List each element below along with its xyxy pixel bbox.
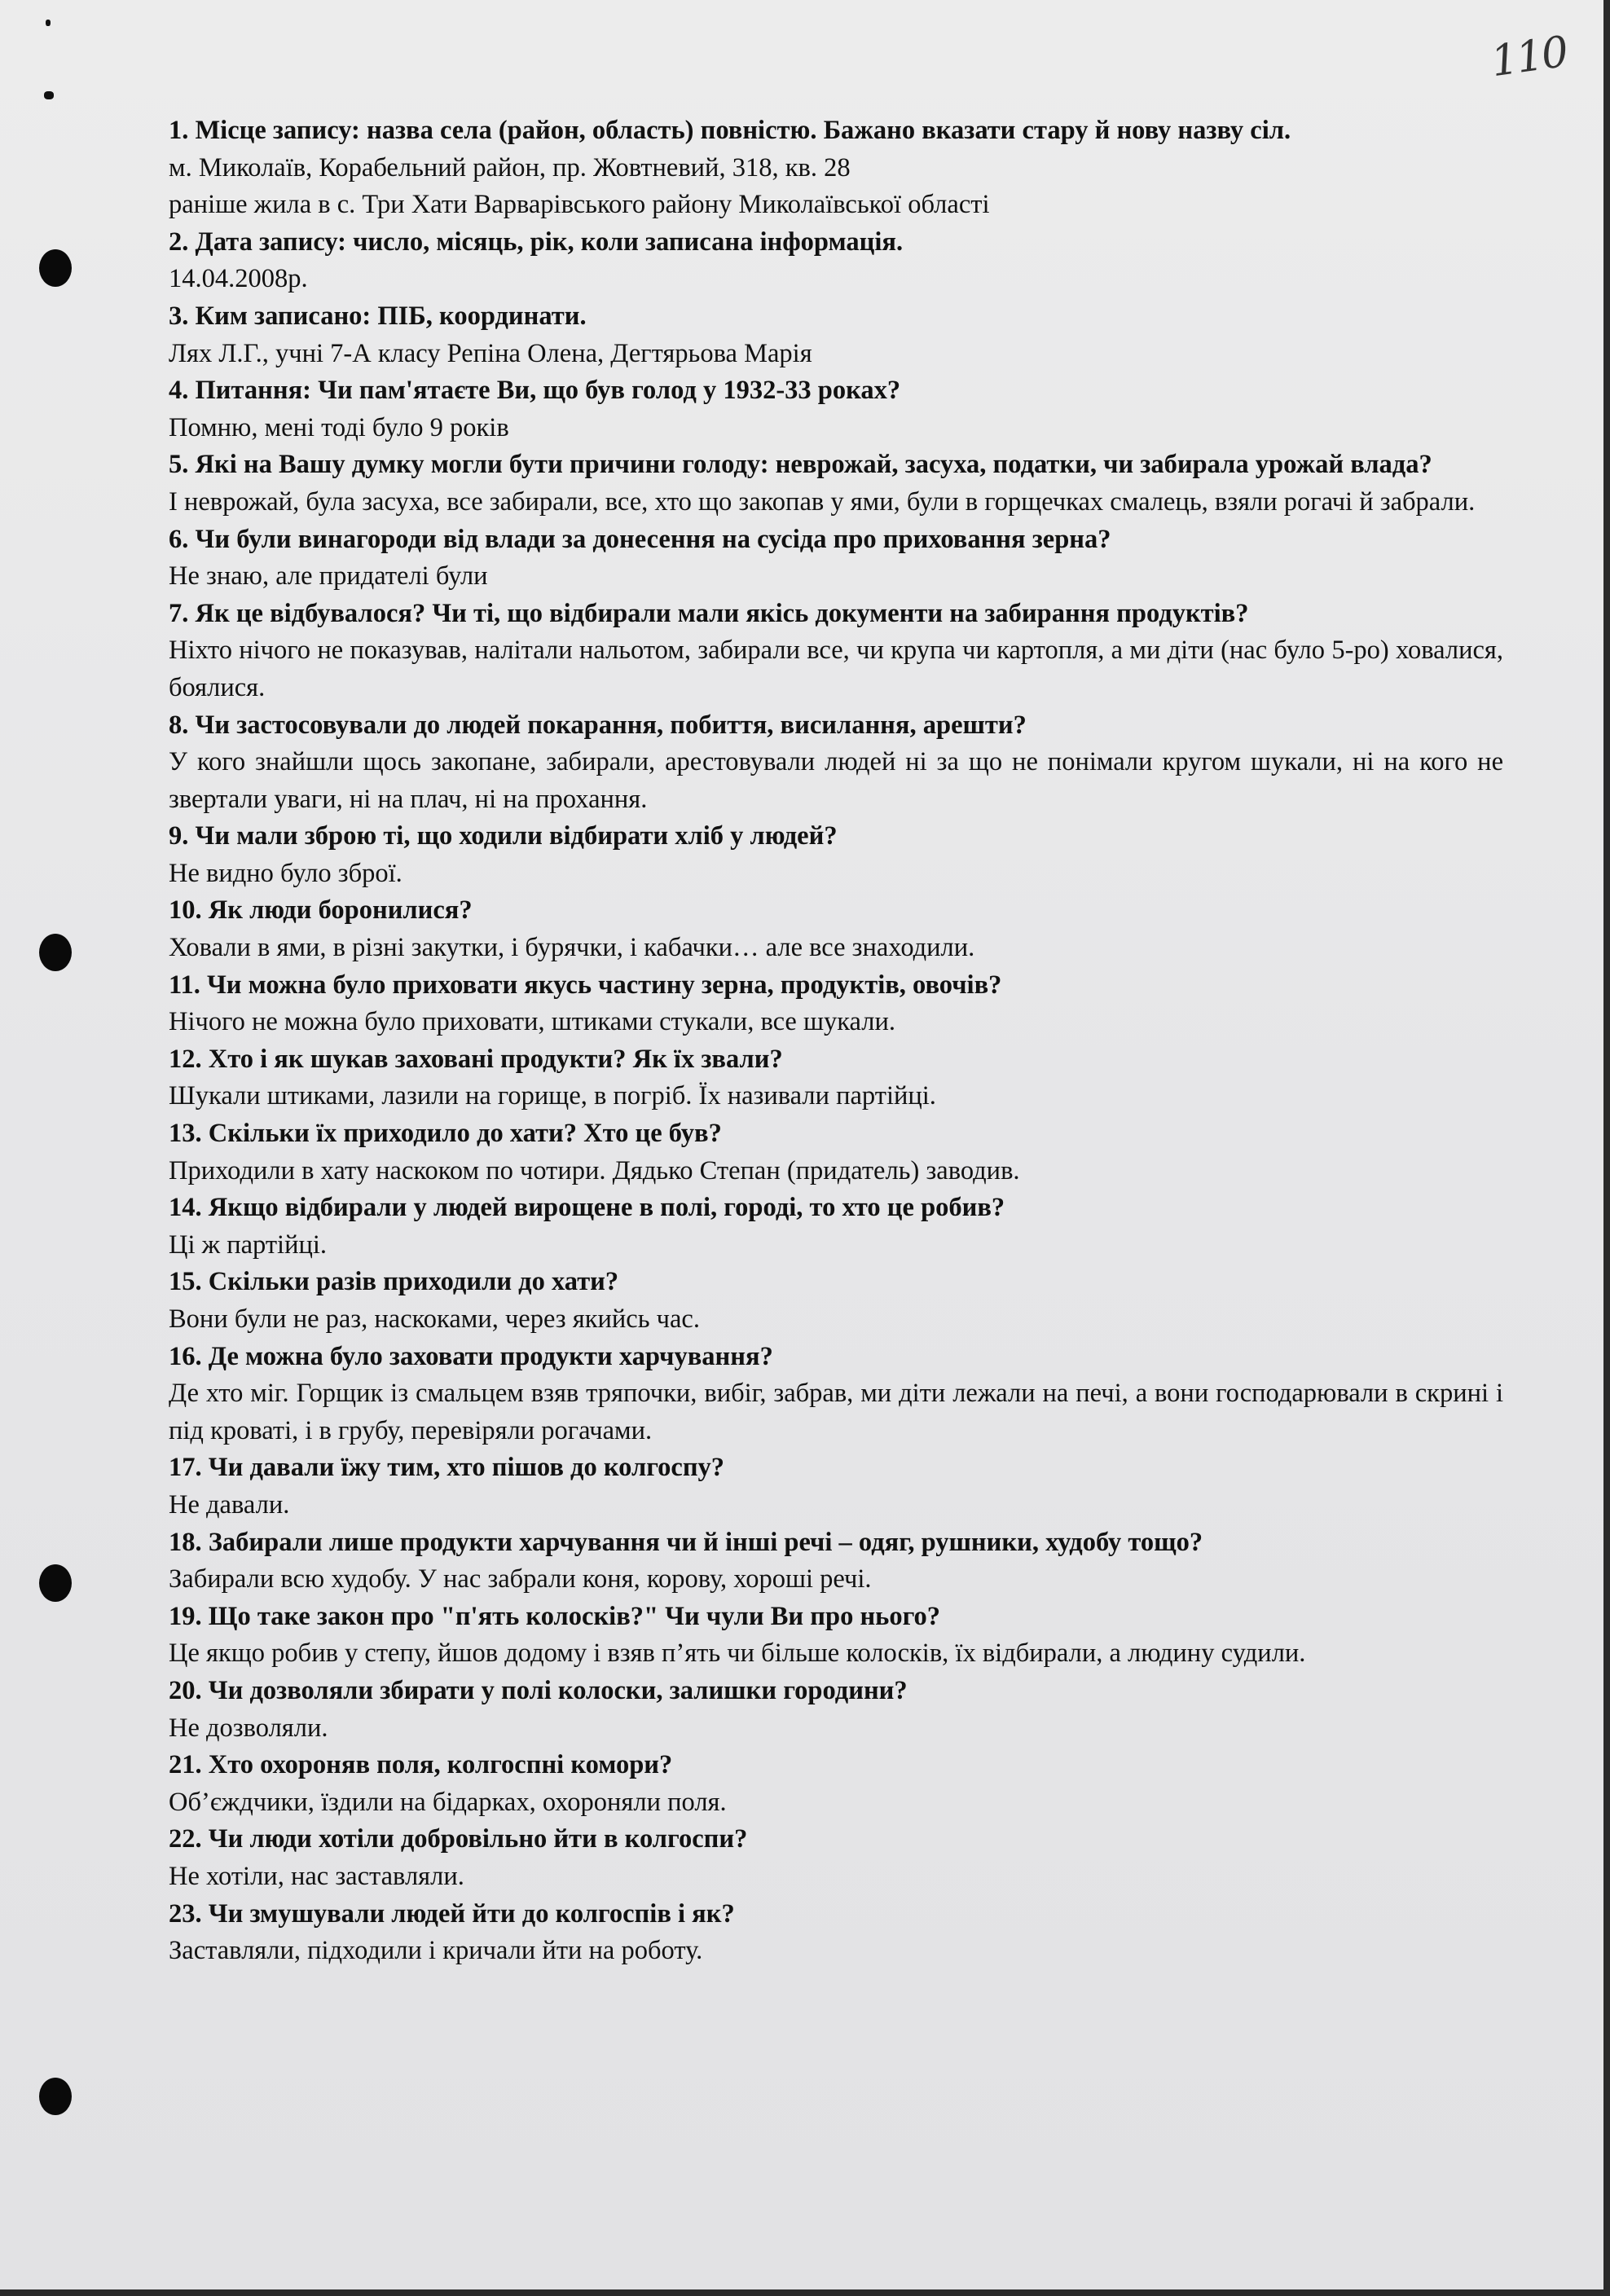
question-heading: 14. Якщо відбирали у людей вирощене в полі, городі, то хто це робив? <box>169 1193 1005 1223</box>
answer-text: Нічого не можна було приховати, штиками стукали, все шукали. <box>169 1007 895 1037</box>
question-heading: 4. Питання: Чи пам'ятаєте Ви, що був голод у 1932-33 роках? <box>169 376 901 406</box>
questionnaire <box>169 112 1503 1970</box>
punch-hole <box>39 249 72 287</box>
question-heading: 17. Чи давали їжу тим, хто пішов до колгоспу? <box>169 1453 725 1483</box>
answer-text: Не видно було зброї. <box>169 858 402 888</box>
scan-mark <box>44 91 54 99</box>
question-heading: 10. Як люди боронилися? <box>169 895 473 926</box>
question-heading: 9. Чи мали зброю ті, що ходили відбирати хліб у людей? <box>169 821 838 851</box>
answer-text: Забирали всю худобу. У нас забрали коня, корову, хороші речі. <box>169 1564 872 1594</box>
answer-text: Вони були не раз, наскоками, через якийсь час. <box>169 1304 700 1334</box>
question-heading: 5. Які на Вашу думку могли бути причини голоду: неврожай, засуха, податки, чи забирала урожай влада? <box>169 450 1432 480</box>
question-heading: 7. Як це відбувалося? Чи ті, що відбирали мали якісь документи на забирання продуктів? <box>169 598 1249 628</box>
scan-mark <box>46 20 51 26</box>
answer-text: І неврожай, була засуха, все забирали, все, хто що закопав у ями, були в горщечках смалець, взяли рогачі й забрали. <box>169 486 1476 517</box>
punch-hole <box>39 1564 72 1602</box>
answer-text: 14.04.2008р. <box>169 264 308 294</box>
question-heading: 8. Чи застосовували до людей покарання, побиття, висилання, арешти? <box>169 710 1027 740</box>
answer-text: Ховали в ями, в різні закутки, і бурячки, і кабачки… але все знаходили. <box>169 933 975 963</box>
answer-text: м. Миколаїв, Корабельний район, пр. Жовтневий, 318, кв. 28 <box>169 152 851 183</box>
question-heading: 23. Чи змушували людей йти до колгоспів і як? <box>169 1898 735 1929</box>
question-heading: 13. Скільки їх приходило до хати? Хто це був? <box>169 1119 722 1149</box>
question-heading: 16. Де можна було заховати продукти харчування? <box>169 1341 773 1371</box>
question-heading: 18. Забирали лише продукти харчування чи й інші речі – одяг, рушники, худобу тощо? <box>169 1527 1203 1557</box>
answer-text: Не хотіли, нас заставляли. <box>169 1861 464 1891</box>
answer-text: Шукали штиками, лазили на горище, в погріб. Їх називали партійці. <box>169 1081 936 1111</box>
answer-text: Помню, мені тоді було 9 років <box>169 412 509 442</box>
question-heading: 19. Що таке закон про "п'ять колосків?" Чи чули Ви про нього? <box>169 1601 941 1631</box>
answer-text: Де хто міг. Горщик із смальцем взяв тряпочки, вибіг, забрав, ми діти лежали на печі, а вони господарювали в скрині і під кроваті, і в грубу, перевіряли рогачами. <box>169 1379 1503 1445</box>
question-heading: 12. Хто і як шукав заховані продукти? Як їх звали? <box>169 1044 783 1074</box>
answer-text: Заставляли, підходили і кричали йти на роботу. <box>169 1936 703 1966</box>
answer-text: Ці ж партійці. <box>169 1229 328 1260</box>
question-heading: 20. Чи дозволяли збирати у полі колоски, залишки городини? <box>169 1675 908 1705</box>
handwritten-page-number: 110 <box>1488 27 1570 87</box>
answer-text: раніше жила в с. Три Хати Варварівського району Миколаївської області <box>169 190 990 220</box>
question-heading: 1. Місце запису: назва села (район, область) повністю. Бажано вказати стару й нову назву сіл. <box>169 116 1291 145</box>
question-heading: 22. Чи люди хотіли добровільно йти в колгоспи? <box>169 1824 748 1854</box>
answer-text: Приходили в хату наскоком по чотири. Дядько Степан (придатель) заводив. <box>169 1155 1020 1185</box>
answer-text: Не дозволяли. <box>169 1713 328 1743</box>
answer-text: Ніхто нічого не показував, налітали нальотом, забирали все, чи крупа чи картопля, а ми діти (нас було 5-ро) ховалися, боялися. <box>169 636 1503 702</box>
question-heading: 21. Хто охороняв поля, колгоспні комори? <box>169 1750 673 1780</box>
answer-text: Об’єждчики, їздили на бідарках, охороняли поля. <box>169 1787 727 1817</box>
question-heading: 2. Дата запису: число, місяць, рік, коли записана інформація. <box>169 227 904 257</box>
punch-hole <box>39 2078 72 2115</box>
answer-text: Лях Л.Г., учні 7-А класу Репіна Олена, Дегтярьова Марія <box>169 338 812 368</box>
answer-text: Це якщо робив у степу, йшов додому і взяв п’ять чи більше колосків, їх відбирали, а людину судили. <box>169 1638 1306 1669</box>
answer-text: Не знаю, але придателі були <box>169 561 488 592</box>
answer-text: У кого знайшли щось закопане, забирали, арестовували людей ні за що не понімали кругом шукали, ні на кого не звертали уваги, ні на плач, ні на прохання. <box>169 747 1503 814</box>
question-heading: 3. Ким записано: ПІБ, координати. <box>169 301 587 331</box>
question-heading: 6. Чи були винагороди від влади за донесення на сусіда про приховання зерна? <box>169 524 1111 554</box>
punch-hole <box>39 934 72 971</box>
answer-text: Не давали. <box>169 1489 290 1520</box>
question-heading: 15. Скільки разів приходили до хати? <box>169 1267 619 1297</box>
question-heading: 11. Чи можна було приховати якусь частину зерна, продуктів, овочів? <box>169 970 1002 1000</box>
